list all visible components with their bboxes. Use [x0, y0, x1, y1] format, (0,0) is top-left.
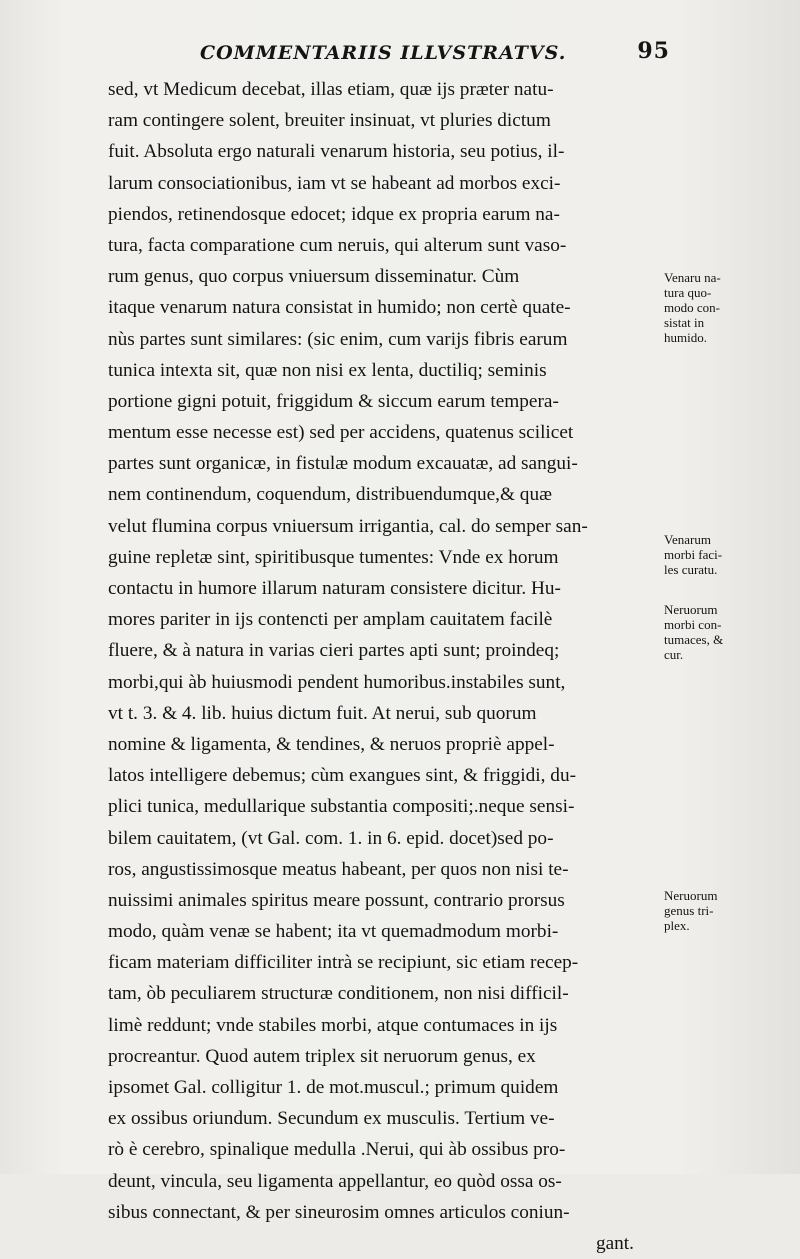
margin-line: tura quo-	[664, 285, 712, 300]
text-line: ram contingere solent, breuiter insinuat, vt pluries dictum	[108, 110, 551, 132]
text-line: limè reddunt; vnde stabiles morbi, atque contumaces in ijs	[108, 1014, 558, 1036]
margin-line: sistat in	[664, 315, 705, 330]
text-line: morbi,qui àb huiusmodi pendent humoribus.instabiles sunt,	[108, 671, 566, 693]
text-line: velut flumina corpus vniuersum irrigantia, cal. do semper san-	[108, 515, 588, 537]
text-line: plici tunica, medullarique substantia compositi;.neque sensi-	[108, 796, 575, 818]
margin-line: les curatu.	[664, 562, 718, 577]
margin-line: Venarum	[664, 532, 711, 547]
margin-line: morbi con-	[664, 617, 722, 632]
text-line: fuit. Absoluta ergo naturali venarum historia, seu potius, il-	[108, 141, 565, 163]
margin-line: plex.	[664, 918, 690, 933]
text-line: gant.	[595, 1232, 634, 1254]
text-line: piendos, retinendosque edocet; idque ex propria earum na-	[108, 203, 560, 225]
text-line: procreantur. Quod autem triplex sit neruorum genus, ex	[108, 1045, 536, 1067]
text-line: itaque venarum natura consistat in humido; non certè quate-	[108, 297, 571, 319]
margin-line: Neruorum	[664, 602, 718, 617]
margin-line: genus tri-	[664, 903, 714, 918]
text-line: ros, angustissimosque meatus habeant, per quos non nisi te-	[108, 858, 569, 880]
text-line: sed, vt Medicum decebat, illas etiam, quæ ijs præter natu-	[108, 79, 554, 100]
text-line: rò è cerebro, spinalique medulla .Nerui, qui àb ossibus pro-	[108, 1139, 566, 1161]
text-line: partes sunt organicæ, in fistulæ modum excauatæ, ad sangui-	[108, 453, 578, 475]
text-line: contactu in humore illarum naturam consistere dicitur. Hu-	[108, 578, 561, 599]
text-line: latos intelligere debemus; cùm exangues sint, & friggidi, du-	[108, 765, 577, 787]
text-line: mores pariter in ijs contencti per amplam cauitatem facilè	[108, 609, 553, 631]
running-header	[200, 38, 670, 68]
text-line: nem continendum, coquendum, distribuendumque,& quæ	[108, 484, 552, 506]
text-line: bilem cauitatem, (vt Gal. com. 1. in 6. epid. docet)sed po-	[108, 827, 554, 849]
text-line: ex ossibus oriundum. Secundum ex musculis. Tertium ve-	[108, 1108, 555, 1130]
margin-line: Venaru na-	[664, 270, 721, 285]
text-line: nuissimi animales spiritus meare possunt, contrario prorsus	[108, 889, 565, 911]
text-line: portione gigni potuit, friggidum & siccum earum tempera-	[108, 390, 559, 412]
margin-line: morbi faci-	[664, 547, 723, 562]
marginal-note-venarum-natura	[664, 270, 800, 345]
text-line: ficam materiam difficiliter intrà se recipiunt, sic etiam recep-	[108, 952, 579, 974]
text-line: rum genus, quo corpus vniuersum disseminatur. Cùm	[108, 266, 520, 288]
text-line: guine repletæ sint, spiritibusque tumentes: Vnde ex horum	[108, 546, 559, 568]
marginal-note-neruorum-genus	[664, 888, 800, 933]
text-line: nùs partes sunt similares: (sic enim, cum varijs fibris earum	[108, 328, 568, 350]
text-line: modo, quàm venæ se habent; ita vt quemadmodum morbi-	[108, 921, 559, 943]
margin-line: humido.	[664, 330, 707, 345]
text-line: larum consociationibus, iam vt se habeant ad morbos exci-	[108, 172, 561, 194]
running-title: COMMENTARIIS ILLVSTRATVS.	[200, 42, 567, 64]
text-line: tunica intexta sit, quæ non nisi ex lenta, ductiliq; seminis	[108, 359, 547, 381]
text-line: tam, òb peculiarem structuræ conditionem, non nisi difficil-	[108, 983, 569, 1005]
margin-line: modo con-	[664, 300, 720, 315]
text-line: vt t. 3. & 4. lib. huius dictum fuit. At nerui, sub quorum	[108, 702, 537, 724]
text-line: nomine & ligamenta, & tendines, & neruos propriè appel-	[108, 733, 555, 755]
margin-line: cur.	[664, 647, 684, 662]
margin-line: Neruorum	[664, 888, 718, 903]
page-number: 95	[637, 38, 670, 64]
margin-line: tumaces, &	[664, 632, 724, 647]
text-line: ipsomet Gal. colligitur 1. de mot.muscul.; primum quidem	[108, 1077, 559, 1098]
text-line: tura, facta comparatione cum neruis, qui alterum sunt vaso-	[108, 234, 567, 256]
text-line: deunt, vincula, seu ligamenta appellantur, eo quòd ossa os-	[108, 1170, 562, 1192]
marginal-note-neruorum-morbi	[664, 602, 800, 662]
text-line: mentum esse necesse est) sed per accidens, quatenus scilicet	[108, 422, 574, 444]
marginal-note-venarum-morbi	[664, 532, 800, 577]
main-text-block	[108, 74, 658, 1259]
text-line: sibus connectant, & per sineurosim omnes articulos coniun-	[108, 1201, 570, 1223]
text-line: fluere, & à natura in varias cieri partes apti sunt; proindeq;	[108, 640, 560, 662]
